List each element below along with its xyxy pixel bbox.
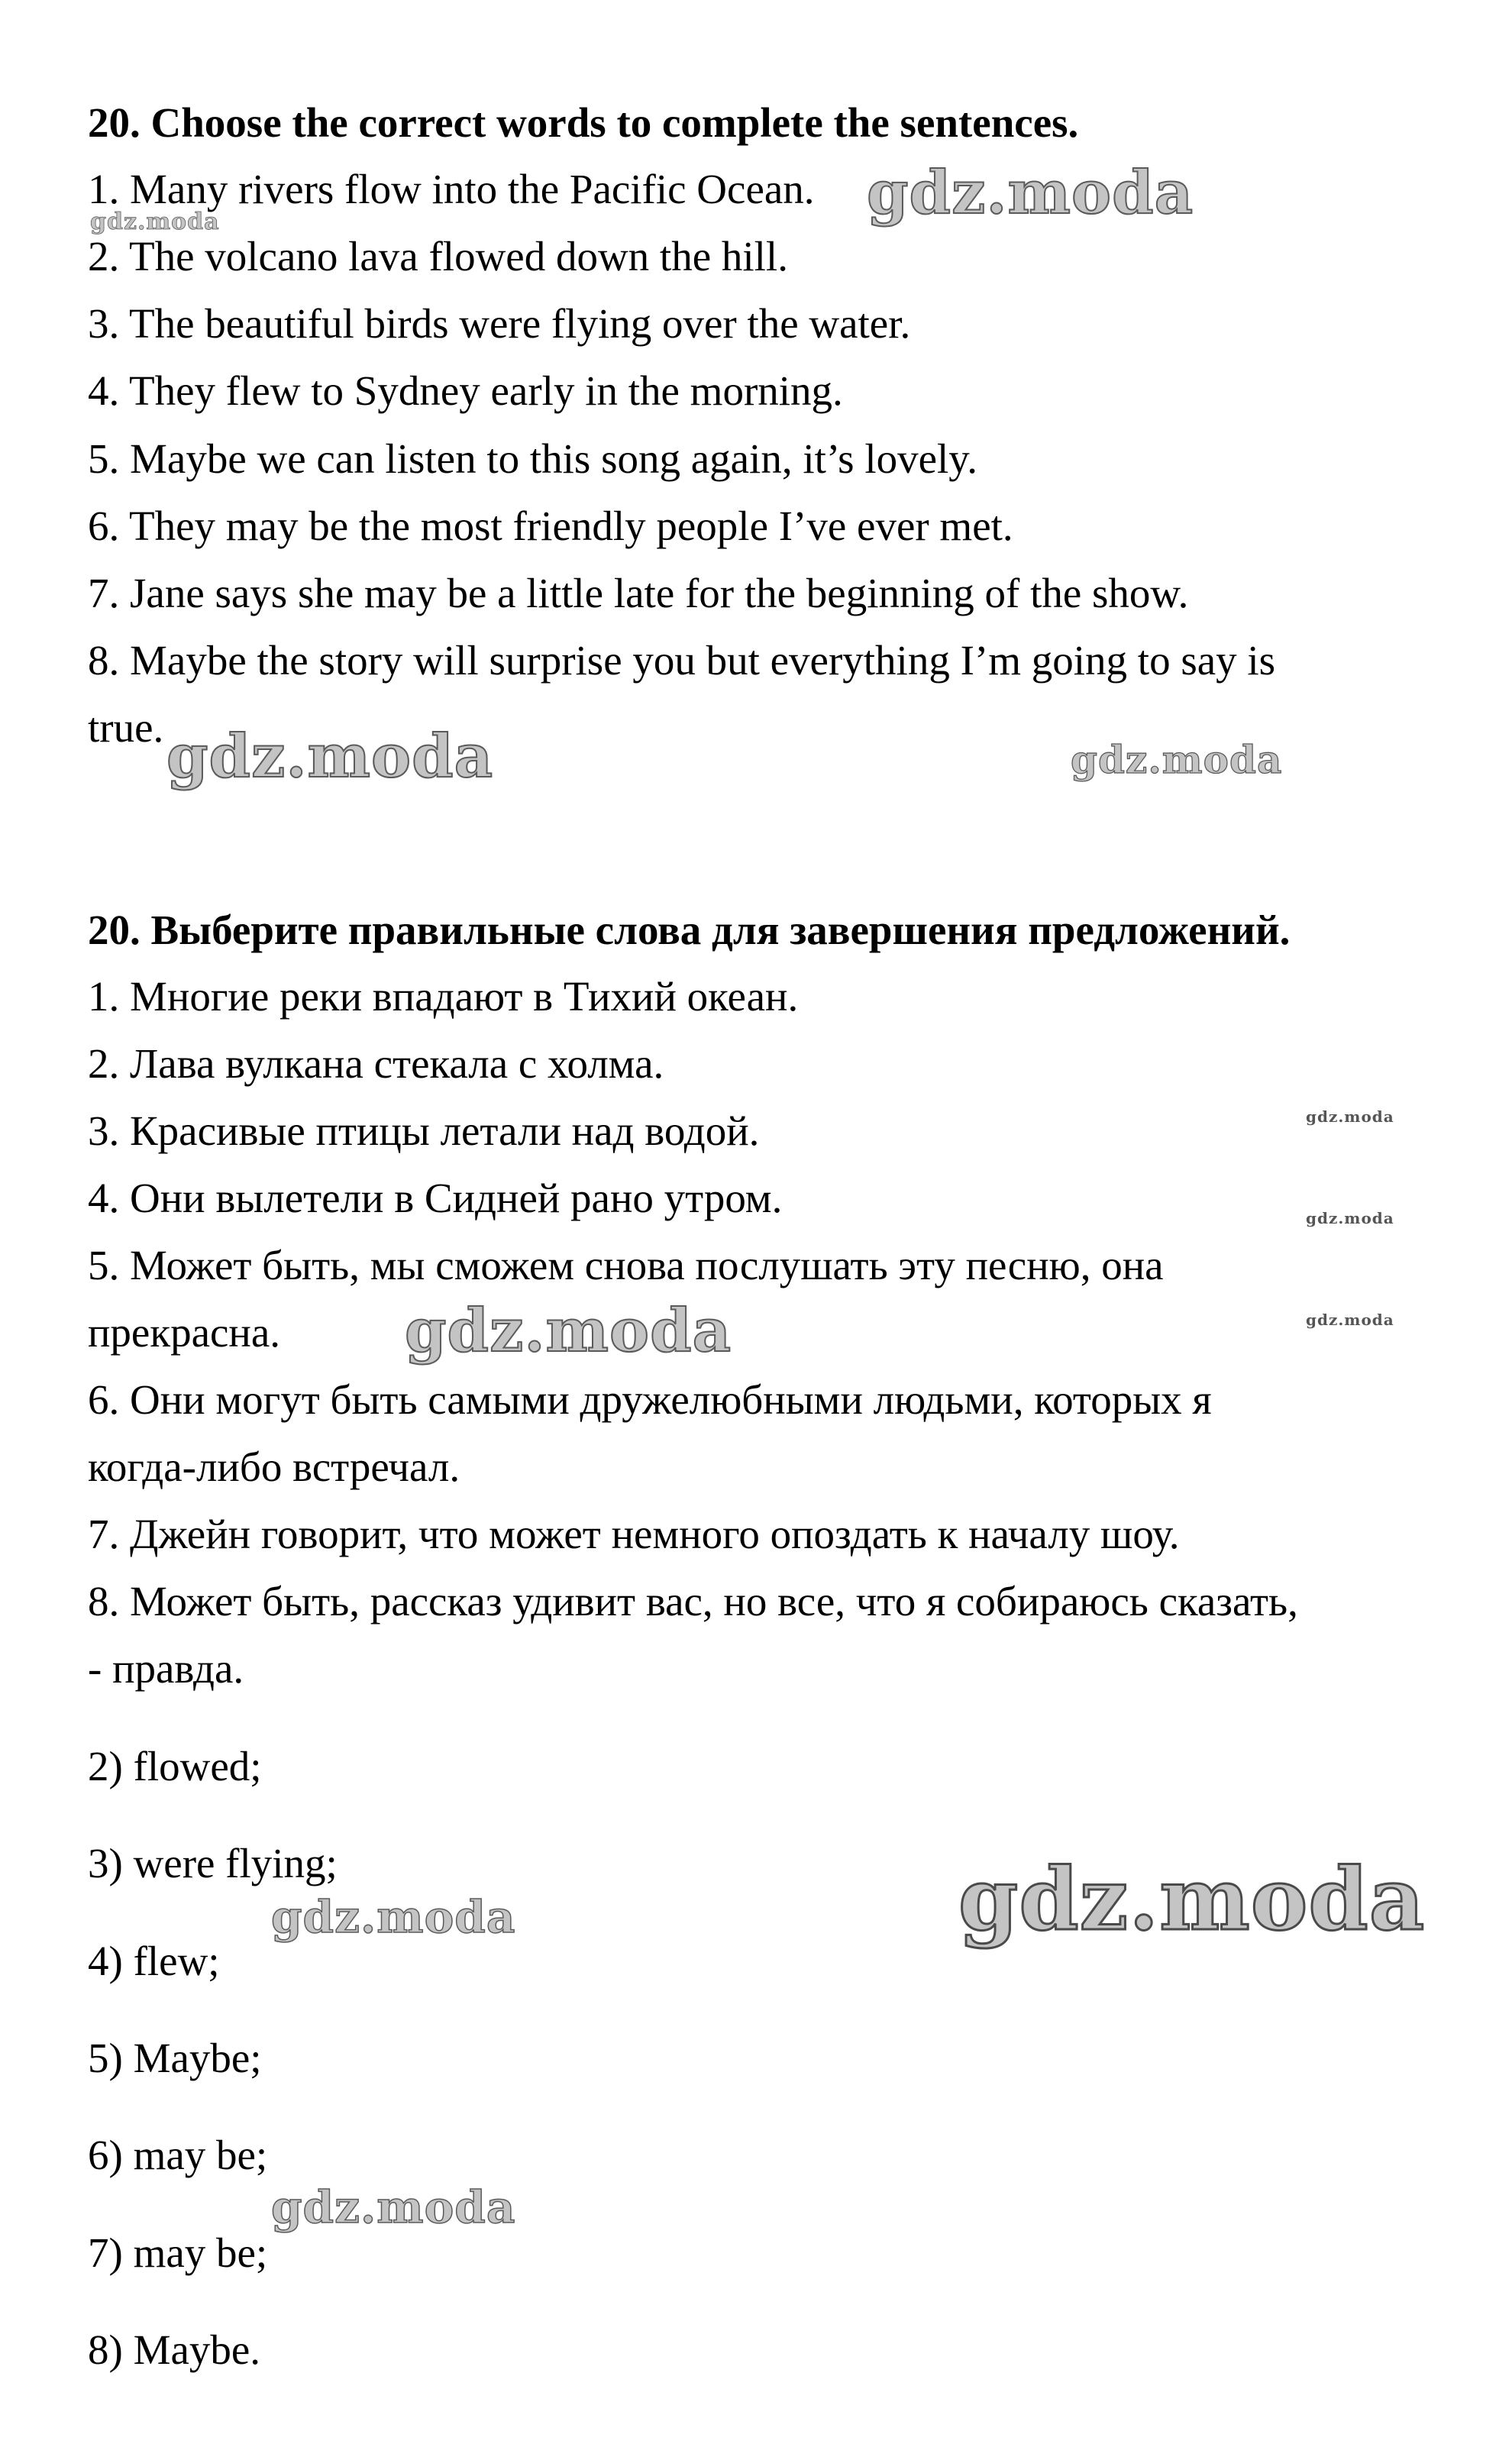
english-sentence-5: 5. Maybe we can listen to this song again, it’s lovely.	[88, 435, 977, 482]
russian-sentence-8-continued: - правда.	[88, 1645, 244, 1692]
watermark-logo: gdz.moda	[867, 158, 1194, 228]
watermark-logo: gdz.moda	[271, 1891, 516, 1943]
english-sentence-1: 1. Many rivers flow into the Pacific Ocean.	[88, 166, 815, 212]
answer-5: 5) Maybe;	[88, 2035, 262, 2081]
russian-sentence-6-continued: когда-либо встречал.	[88, 1443, 460, 1490]
russian-sentence-1: 1. Многие реки впадают в Тихий океан.	[88, 973, 799, 1020]
russian-sentence-7: 7. Джейн говорит, что может немного опоздать к началу шоу.	[88, 1511, 1180, 1557]
watermark-logo: gdz.moda	[271, 2181, 516, 2233]
answer-2: 2) flowed;	[88, 1743, 262, 1789]
watermark-logo: gdz.moda	[1306, 1209, 1394, 1227]
answer-4: 4) flew;	[88, 1938, 220, 1984]
answer-6: 6) may be;	[88, 2132, 268, 2178]
english-sentence-8-continued: true.	[88, 704, 164, 751]
answer-3: 3) were flying;	[88, 1840, 338, 1886]
russian-sentence-5: 5. Может быть, мы сможем снова послушать эту песню, она	[88, 1242, 1164, 1288]
english-sentence-2: 2. The volcano lava flowed down the hill.	[88, 233, 788, 280]
watermark-logo: gdz.moda	[405, 1296, 732, 1366]
watermark-logo: gdz.moda	[1071, 737, 1283, 782]
russian-sentence-2: 2. Лава вулкана стекала с холма.	[88, 1040, 664, 1087]
watermark-logo: gdz.moda	[166, 722, 494, 791]
english-sentence-4: 4. They flew to Sydney early in the morning.	[88, 367, 843, 414]
english-sentence-8: 8. Maybe the story will surprise you but everything I’m going to say is	[88, 637, 1276, 684]
english-heading: 20. Choose the correct words to complete the sentences.	[88, 99, 1079, 146]
watermark-logo: gdz.moda	[958, 1850, 1426, 1950]
russian-sentence-6: 6. Они могут быть самыми дружелюбными людьми, которых я	[88, 1376, 1212, 1423]
english-sentence-3: 3. The beautiful birds were flying over the water.	[88, 300, 911, 347]
english-sentence-6: 6. They may be the most friendly people I’ve ever met.	[88, 503, 1013, 549]
english-sentence-7: 7. Jane says she may be a little late for the beginning of the show.	[88, 570, 1189, 616]
watermark-logo: gdz.moda	[1306, 1107, 1394, 1126]
russian-heading: 20. Выберите правильные слова для завершения предложений.	[88, 907, 1291, 953]
russian-sentence-8: 8. Может быть, рассказ удивит вас, но все, что я собираюсь сказать,	[88, 1578, 1298, 1624]
russian-sentence-4: 4. Они вылетели в Сидней рано утром.	[88, 1175, 783, 1221]
answer-8: 8) Maybe.	[88, 2326, 261, 2373]
russian-sentence-5-continued: прекрасна.	[88, 1309, 280, 1356]
watermark-logo: gdz.moda	[1306, 1311, 1394, 1329]
watermark-logo: gdz.moda	[90, 209, 220, 235]
answer-7: 7) may be;	[88, 2229, 268, 2276]
russian-sentence-3: 3. Красивые птицы летали над водой.	[88, 1107, 760, 1154]
